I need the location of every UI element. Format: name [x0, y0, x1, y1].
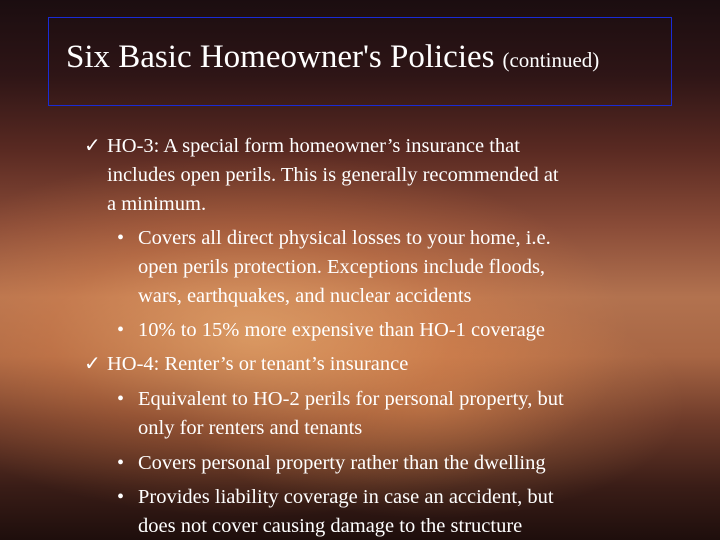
- slide-title-suffix: (continued): [502, 48, 600, 72]
- item-line: includes open perils. This is generally recommended at: [107, 164, 559, 186]
- slide-title-main: Six Basic Homeowner's Policies: [66, 39, 495, 75]
- subitem-line: Equivalent to HO-2 perils for personal property, but: [138, 388, 564, 410]
- subitem-line: 10% to 15% more expensive than HO-1 coverage: [138, 319, 546, 341]
- subitem-line: wars, earthquakes, and nuclear accidents: [138, 285, 472, 307]
- bullet-icon: •: [117, 319, 125, 341]
- slide-title: [66, 38, 599, 76]
- subitem-line: only for renters and tenants: [138, 417, 363, 439]
- subitem-line: Provides liability coverage in case an accident, but: [138, 486, 554, 508]
- bullet-icon: •: [117, 486, 125, 508]
- item-line: HO-4: Renter’s or tenant’s insurance: [107, 353, 409, 375]
- subitem-line: open perils protection. Exceptions include floods,: [138, 256, 546, 278]
- check-mark-icon: ✓: [84, 135, 101, 157]
- item-line: a minimum.: [107, 193, 207, 215]
- bullet-icon: •: [117, 227, 125, 249]
- check-mark-icon: ✓: [84, 353, 101, 375]
- bullet-icon: •: [117, 388, 125, 410]
- bullet-icon: •: [117, 452, 125, 474]
- subitem-line: does not cover causing damage to the structure: [138, 515, 523, 537]
- subitem-line: Covers personal property rather than the dwelling: [138, 452, 546, 474]
- item-line: HO-3: A special form homeowner’s insurance that: [107, 135, 520, 157]
- subitem-line: Covers all direct physical losses to your home, i.e.: [138, 227, 551, 249]
